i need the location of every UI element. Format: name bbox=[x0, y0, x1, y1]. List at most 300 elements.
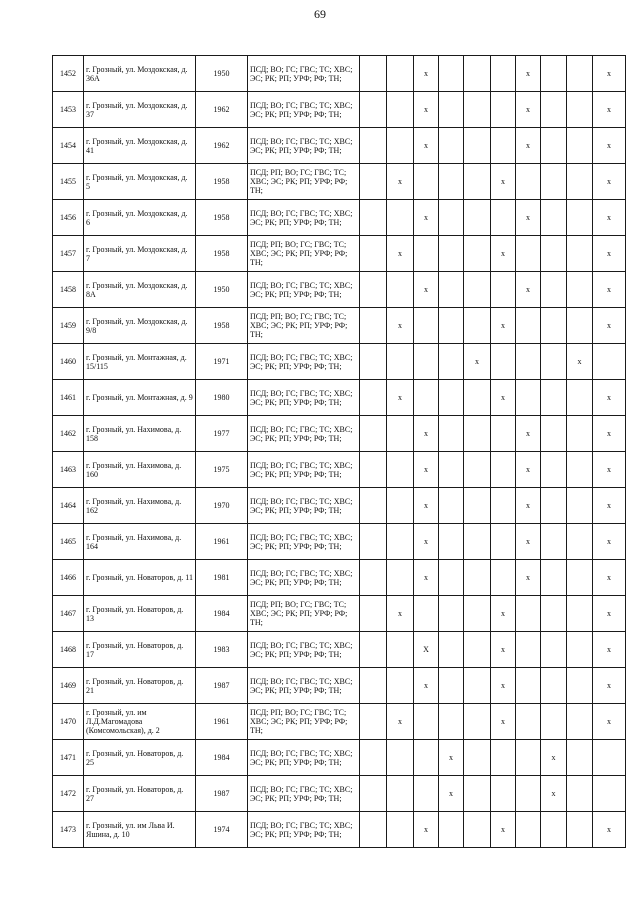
mark-cell bbox=[464, 560, 491, 596]
mark-cell bbox=[464, 236, 491, 272]
mark-cell bbox=[567, 308, 593, 344]
mark-cell bbox=[516, 236, 541, 272]
systems-cell: ПСД; ВО; ГС; ГВС; ТС; ХВС; ЭС; РК; РП; УРФ; РФ; ТН; bbox=[248, 632, 360, 668]
mark-cell bbox=[387, 632, 414, 668]
mark-cell: x bbox=[414, 128, 439, 164]
mark-cell: x bbox=[491, 596, 516, 632]
mark-cell bbox=[541, 452, 567, 488]
mark-cell: x bbox=[593, 380, 626, 416]
mark-cell bbox=[360, 56, 387, 92]
mark-cell bbox=[516, 164, 541, 200]
table-row bbox=[53, 272, 626, 308]
table-row bbox=[53, 236, 626, 272]
mark-cell bbox=[439, 128, 464, 164]
mark-cell bbox=[360, 200, 387, 236]
mark-cell: x bbox=[414, 488, 439, 524]
mark-cell bbox=[491, 560, 516, 596]
year-cell: 1961 bbox=[196, 524, 248, 560]
mark-cell: x bbox=[387, 308, 414, 344]
page-number: 69 bbox=[314, 7, 326, 21]
table-body bbox=[53, 56, 626, 848]
mark-cell bbox=[516, 344, 541, 380]
mark-cell: x bbox=[593, 812, 626, 848]
mark-cell: x bbox=[593, 488, 626, 524]
mark-cell: x bbox=[414, 272, 439, 308]
mark-cell: x bbox=[414, 524, 439, 560]
address-cell: г. Грозный, ул. Моздокская, д. 5 bbox=[84, 164, 196, 200]
mark-cell bbox=[491, 344, 516, 380]
mark-cell bbox=[541, 92, 567, 128]
mark-cell bbox=[567, 56, 593, 92]
systems-cell: ПСД; ВО; ГС; ГВС; ТС; ХВС; ЭС; РК; РП; УРФ; РФ; ТН; bbox=[248, 416, 360, 452]
mark-cell: x bbox=[414, 560, 439, 596]
year-cell: 1981 bbox=[196, 560, 248, 596]
mark-cell bbox=[464, 164, 491, 200]
mark-cell bbox=[464, 776, 491, 812]
mark-cell bbox=[414, 776, 439, 812]
year-cell: 1971 bbox=[196, 344, 248, 380]
mark-cell bbox=[360, 92, 387, 128]
mark-cell bbox=[439, 560, 464, 596]
mark-cell bbox=[464, 632, 491, 668]
mark-cell bbox=[567, 740, 593, 776]
mark-cell bbox=[464, 380, 491, 416]
mark-cell bbox=[439, 416, 464, 452]
year-cell: 1987 bbox=[196, 668, 248, 704]
systems-cell: ПСД; ВО; ГС; ГВС; ТС; ХВС; ЭС; РК; РП; УРФ; РФ; ТН; bbox=[248, 56, 360, 92]
mark-cell bbox=[567, 92, 593, 128]
row-number: 1452 bbox=[53, 56, 84, 92]
mark-cell bbox=[439, 164, 464, 200]
mark-cell: x bbox=[516, 200, 541, 236]
address-cell: г. Грозный, ул. Новаторов, д. 27 bbox=[84, 776, 196, 812]
table-row bbox=[53, 92, 626, 128]
mark-cell: x bbox=[593, 128, 626, 164]
mark-cell bbox=[439, 236, 464, 272]
year-cell: 1984 bbox=[196, 596, 248, 632]
mark-cell: x bbox=[414, 56, 439, 92]
mark-cell bbox=[387, 416, 414, 452]
systems-cell: ПСД; ВО; ГС; ГВС; ТС; ХВС; ЭС; РК; РП; УРФ; РФ; ТН; bbox=[248, 200, 360, 236]
year-cell: 1961 bbox=[196, 704, 248, 740]
mark-cell bbox=[464, 416, 491, 452]
mark-cell bbox=[567, 596, 593, 632]
mark-cell bbox=[593, 740, 626, 776]
mark-cell bbox=[491, 200, 516, 236]
table-row bbox=[53, 704, 626, 740]
mark-cell bbox=[439, 200, 464, 236]
address-cell: г. Грозный, ул. им Л.Д.Магомадова (Комсомольская), д. 2 bbox=[84, 704, 196, 740]
mark-cell bbox=[464, 704, 491, 740]
address-cell: г. Грозный, ул. Моздокская, д. 41 bbox=[84, 128, 196, 164]
mark-cell bbox=[541, 380, 567, 416]
systems-cell: ПСД; РП; ВО; ГС; ГВС; ТС; ХВС; ЭС; РК; РП; УРФ; РФ; ТН; bbox=[248, 704, 360, 740]
address-cell: г. Грозный, ул. Моздокская, д. 9/8 bbox=[84, 308, 196, 344]
mark-cell: x bbox=[387, 596, 414, 632]
mark-cell: x bbox=[593, 560, 626, 596]
systems-cell: ПСД; РП; ВО; ГС; ГВС; ТС; ХВС; ЭС; РК; РП; УРФ; РФ; ТН; bbox=[248, 164, 360, 200]
row-number: 1455 bbox=[53, 164, 84, 200]
mark-cell bbox=[439, 596, 464, 632]
mark-cell bbox=[541, 596, 567, 632]
mark-cell bbox=[439, 56, 464, 92]
mark-cell bbox=[387, 344, 414, 380]
mark-cell: x bbox=[491, 236, 516, 272]
mark-cell: x bbox=[516, 524, 541, 560]
mark-cell bbox=[516, 704, 541, 740]
mark-cell: x bbox=[387, 704, 414, 740]
mark-cell bbox=[387, 272, 414, 308]
mark-cell bbox=[491, 524, 516, 560]
mark-cell bbox=[541, 236, 567, 272]
mark-cell: x bbox=[593, 200, 626, 236]
mark-cell bbox=[567, 164, 593, 200]
mark-cell bbox=[464, 740, 491, 776]
mark-cell bbox=[439, 488, 464, 524]
row-number: 1459 bbox=[53, 308, 84, 344]
mark-cell: x bbox=[414, 416, 439, 452]
year-cell: 1987 bbox=[196, 776, 248, 812]
year-cell: 1974 bbox=[196, 812, 248, 848]
systems-cell: ПСД; ВО; ГС; ГВС; ТС; ХВС; ЭС; РК; РП; УРФ; РФ; ТН; bbox=[248, 560, 360, 596]
mark-cell: x bbox=[593, 308, 626, 344]
mark-cell bbox=[414, 380, 439, 416]
mark-cell bbox=[439, 704, 464, 740]
mark-cell bbox=[360, 776, 387, 812]
mark-cell bbox=[387, 200, 414, 236]
mark-cell bbox=[464, 128, 491, 164]
mark-cell bbox=[360, 488, 387, 524]
mark-cell: x bbox=[516, 92, 541, 128]
address-cell: г. Грозный, ул. Новаторов, д. 21 bbox=[84, 668, 196, 704]
mark-cell bbox=[541, 416, 567, 452]
table-row bbox=[53, 344, 626, 380]
mark-cell: x bbox=[414, 452, 439, 488]
mark-cell bbox=[439, 812, 464, 848]
year-cell: 1970 bbox=[196, 488, 248, 524]
address-cell: г. Грозный, ул. Моздокская, д. 7 bbox=[84, 236, 196, 272]
address-cell: г. Грозный, ул. Монтажная, д. 15/115 bbox=[84, 344, 196, 380]
mark-cell bbox=[439, 380, 464, 416]
mark-cell bbox=[541, 128, 567, 164]
mark-cell: x bbox=[414, 812, 439, 848]
mark-cell bbox=[464, 524, 491, 560]
mark-cell: x bbox=[414, 92, 439, 128]
mark-cell bbox=[387, 56, 414, 92]
mark-cell bbox=[491, 488, 516, 524]
systems-cell: ПСД; ВО; ГС; ГВС; ТС; ХВС; ЭС; РК; РП; УРФ; РФ; ТН; bbox=[248, 524, 360, 560]
year-cell: 1950 bbox=[196, 272, 248, 308]
year-cell: 1977 bbox=[196, 416, 248, 452]
address-cell: г. Грозный, ул. Моздокская, д. 8А bbox=[84, 272, 196, 308]
mark-cell bbox=[464, 56, 491, 92]
table-row bbox=[53, 776, 626, 812]
mark-cell bbox=[360, 524, 387, 560]
mark-cell bbox=[516, 596, 541, 632]
mark-cell: x bbox=[593, 668, 626, 704]
systems-cell: ПСД; ВО; ГС; ГВС; ТС; ХВС; ЭС; РК; РП; УРФ; РФ; ТН; bbox=[248, 488, 360, 524]
year-cell: 1975 bbox=[196, 452, 248, 488]
year-cell: 1980 bbox=[196, 380, 248, 416]
mark-cell bbox=[464, 596, 491, 632]
address-cell: г. Грозный, ул. Моздокская, д. 37 bbox=[84, 92, 196, 128]
mark-cell: x bbox=[516, 560, 541, 596]
year-cell: 1950 bbox=[196, 56, 248, 92]
table-row bbox=[53, 596, 626, 632]
systems-cell: ПСД; ВО; ГС; ГВС; ТС; ХВС; ЭС; РК; РП; УРФ; РФ; ТН; bbox=[248, 740, 360, 776]
systems-cell: ПСД; РП; ВО; ГС; ГВС; ТС; ХВС; ЭС; РК; РП; УРФ; РФ; ТН; bbox=[248, 596, 360, 632]
mark-cell bbox=[439, 344, 464, 380]
mark-cell bbox=[567, 452, 593, 488]
mark-cell: x bbox=[593, 272, 626, 308]
mark-cell bbox=[387, 92, 414, 128]
mark-cell bbox=[567, 200, 593, 236]
mark-cell bbox=[414, 344, 439, 380]
mark-cell bbox=[541, 812, 567, 848]
mark-cell bbox=[387, 776, 414, 812]
mark-cell bbox=[516, 632, 541, 668]
mark-cell bbox=[516, 740, 541, 776]
mark-cell: x bbox=[464, 344, 491, 380]
mark-cell bbox=[387, 740, 414, 776]
mark-cell: x bbox=[491, 632, 516, 668]
mark-cell: x bbox=[541, 776, 567, 812]
table-row bbox=[53, 380, 626, 416]
row-number: 1473 bbox=[53, 812, 84, 848]
mark-cell bbox=[464, 272, 491, 308]
mark-cell bbox=[567, 812, 593, 848]
systems-cell: ПСД; ВО; ГС; ГВС; ТС; ХВС; ЭС; РК; РП; УРФ; РФ; ТН; bbox=[248, 452, 360, 488]
row-number: 1461 bbox=[53, 380, 84, 416]
address-cell: г. Грозный, ул. Нахимова, д. 164 bbox=[84, 524, 196, 560]
row-number: 1468 bbox=[53, 632, 84, 668]
systems-cell: ПСД; ВО; ГС; ГВС; ТС; ХВС; ЭС; РК; РП; УРФ; РФ; ТН; bbox=[248, 812, 360, 848]
row-number: 1456 bbox=[53, 200, 84, 236]
mark-cell bbox=[387, 488, 414, 524]
mark-cell bbox=[567, 272, 593, 308]
mark-cell bbox=[491, 416, 516, 452]
year-cell: 1958 bbox=[196, 308, 248, 344]
systems-cell: ПСД; РП; ВО; ГС; ГВС; ТС; ХВС; ЭС; РК; РП; УРФ; РФ; ТН; bbox=[248, 308, 360, 344]
mark-cell bbox=[567, 704, 593, 740]
mark-cell bbox=[516, 308, 541, 344]
mark-cell bbox=[491, 128, 516, 164]
mark-cell bbox=[387, 560, 414, 596]
mark-cell: x bbox=[491, 668, 516, 704]
mark-cell: x bbox=[567, 344, 593, 380]
mark-cell bbox=[439, 524, 464, 560]
mark-cell bbox=[464, 488, 491, 524]
mark-cell: x bbox=[516, 272, 541, 308]
table-row bbox=[53, 128, 626, 164]
mark-cell bbox=[516, 380, 541, 416]
row-number: 1469 bbox=[53, 668, 84, 704]
row-number: 1472 bbox=[53, 776, 84, 812]
mark-cell bbox=[439, 92, 464, 128]
mark-cell: x bbox=[491, 308, 516, 344]
mark-cell: x bbox=[516, 128, 541, 164]
mark-cell bbox=[414, 596, 439, 632]
year-cell: 1958 bbox=[196, 236, 248, 272]
mark-cell: x bbox=[541, 740, 567, 776]
mark-cell bbox=[541, 56, 567, 92]
row-number: 1460 bbox=[53, 344, 84, 380]
mark-cell bbox=[491, 776, 516, 812]
mark-cell bbox=[414, 164, 439, 200]
mark-cell: X bbox=[414, 632, 439, 668]
mark-cell bbox=[360, 236, 387, 272]
mark-cell: x bbox=[491, 812, 516, 848]
mark-cell bbox=[464, 92, 491, 128]
table-row bbox=[53, 632, 626, 668]
mark-cell bbox=[360, 668, 387, 704]
mark-cell bbox=[464, 452, 491, 488]
mark-cell: x bbox=[491, 380, 516, 416]
row-number: 1462 bbox=[53, 416, 84, 452]
mark-cell: x bbox=[593, 704, 626, 740]
mark-cell bbox=[541, 344, 567, 380]
row-number: 1465 bbox=[53, 524, 84, 560]
mark-cell bbox=[360, 128, 387, 164]
mark-cell bbox=[439, 308, 464, 344]
row-number: 1458 bbox=[53, 272, 84, 308]
table-row bbox=[53, 452, 626, 488]
mark-cell bbox=[360, 812, 387, 848]
mark-cell: x bbox=[387, 380, 414, 416]
mark-cell: x bbox=[491, 164, 516, 200]
mark-cell bbox=[387, 812, 414, 848]
mark-cell: x bbox=[387, 236, 414, 272]
mark-cell bbox=[360, 380, 387, 416]
mark-cell bbox=[593, 344, 626, 380]
address-cell: г. Грозный, ул. Новаторов, д. 17 bbox=[84, 632, 196, 668]
mark-cell bbox=[360, 308, 387, 344]
mark-cell bbox=[541, 200, 567, 236]
mark-cell bbox=[439, 452, 464, 488]
table-row bbox=[53, 740, 626, 776]
year-cell: 1984 bbox=[196, 740, 248, 776]
address-cell: г. Грозный, ул. Нахимова, д. 162 bbox=[84, 488, 196, 524]
mark-cell bbox=[360, 164, 387, 200]
mark-cell: x bbox=[593, 452, 626, 488]
mark-cell bbox=[491, 740, 516, 776]
mark-cell bbox=[414, 308, 439, 344]
mark-cell: x bbox=[593, 56, 626, 92]
table-row bbox=[53, 416, 626, 452]
mark-cell: x bbox=[439, 776, 464, 812]
mark-cell: x bbox=[516, 452, 541, 488]
table-row bbox=[53, 488, 626, 524]
mark-cell bbox=[567, 236, 593, 272]
systems-cell: ПСД; ВО; ГС; ГВС; ТС; ХВС; ЭС; РК; РП; УРФ; РФ; ТН; bbox=[248, 776, 360, 812]
mark-cell bbox=[567, 380, 593, 416]
mark-cell bbox=[414, 236, 439, 272]
table-row bbox=[53, 812, 626, 848]
mark-cell: x bbox=[387, 164, 414, 200]
mark-cell bbox=[387, 524, 414, 560]
mark-cell bbox=[439, 272, 464, 308]
row-number: 1464 bbox=[53, 488, 84, 524]
year-cell: 1983 bbox=[196, 632, 248, 668]
table-row bbox=[53, 308, 626, 344]
mark-cell bbox=[491, 56, 516, 92]
mark-cell bbox=[360, 740, 387, 776]
mark-cell bbox=[541, 164, 567, 200]
mark-cell bbox=[567, 632, 593, 668]
mark-cell bbox=[516, 668, 541, 704]
mark-cell bbox=[491, 452, 516, 488]
row-number: 1463 bbox=[53, 452, 84, 488]
mark-cell bbox=[541, 668, 567, 704]
address-cell: г. Грозный, ул. Монтажная, д. 9 bbox=[84, 380, 196, 416]
mark-cell bbox=[414, 704, 439, 740]
year-cell: 1958 bbox=[196, 164, 248, 200]
systems-cell: ПСД; РП; ВО; ГС; ГВС; ТС; ХВС; ЭС; РК; РП; УРФ; РФ; ТН; bbox=[248, 236, 360, 272]
mark-cell bbox=[491, 92, 516, 128]
systems-cell: ПСД; ВО; ГС; ГВС; ТС; ХВС; ЭС; РК; РП; УРФ; РФ; ТН; bbox=[248, 380, 360, 416]
mark-cell bbox=[567, 776, 593, 812]
mark-cell: x bbox=[516, 416, 541, 452]
mark-cell bbox=[439, 668, 464, 704]
mark-cell bbox=[360, 704, 387, 740]
mark-cell bbox=[360, 344, 387, 380]
mark-cell bbox=[541, 704, 567, 740]
mark-cell bbox=[360, 272, 387, 308]
mark-cell bbox=[387, 128, 414, 164]
mark-cell bbox=[387, 668, 414, 704]
row-number: 1453 bbox=[53, 92, 84, 128]
mark-cell bbox=[360, 416, 387, 452]
mark-cell bbox=[541, 560, 567, 596]
mark-cell: x bbox=[593, 92, 626, 128]
systems-cell: ПСД; ВО; ГС; ГВС; ТС; ХВС; ЭС; РК; РП; УРФ; РФ; ТН; bbox=[248, 128, 360, 164]
address-cell: г. Грозный, ул. Нахимова, д. 160 bbox=[84, 452, 196, 488]
mark-cell bbox=[567, 560, 593, 596]
mark-cell bbox=[541, 632, 567, 668]
mark-cell: x bbox=[593, 416, 626, 452]
systems-cell: ПСД; ВО; ГС; ГВС; ТС; ХВС; ЭС; РК; РП; УРФ; РФ; ТН; bbox=[248, 92, 360, 128]
row-number: 1454 bbox=[53, 128, 84, 164]
row-number: 1457 bbox=[53, 236, 84, 272]
table-row bbox=[53, 56, 626, 92]
systems-cell: ПСД; ВО; ГС; ГВС; ТС; ХВС; ЭС; РК; РП; УРФ; РФ; ТН; bbox=[248, 344, 360, 380]
year-cell: 1962 bbox=[196, 92, 248, 128]
table-row bbox=[53, 668, 626, 704]
table-row bbox=[53, 524, 626, 560]
mark-cell bbox=[567, 128, 593, 164]
mark-cell: x bbox=[593, 236, 626, 272]
mark-cell bbox=[387, 452, 414, 488]
mark-cell bbox=[439, 632, 464, 668]
mark-cell bbox=[360, 560, 387, 596]
mark-cell bbox=[516, 812, 541, 848]
table-row bbox=[53, 200, 626, 236]
mark-cell: x bbox=[414, 668, 439, 704]
mark-cell bbox=[360, 452, 387, 488]
address-cell: г. Грозный, ул. Новаторов, д. 13 bbox=[84, 596, 196, 632]
mark-cell bbox=[541, 488, 567, 524]
mark-cell bbox=[414, 740, 439, 776]
year-cell: 1962 bbox=[196, 128, 248, 164]
row-number: 1471 bbox=[53, 740, 84, 776]
mark-cell bbox=[593, 776, 626, 812]
mark-cell bbox=[541, 308, 567, 344]
housing-table bbox=[52, 55, 626, 848]
table-row bbox=[53, 164, 626, 200]
address-cell: г. Грозный, ул. им Льва И. Яшина, д. 10 bbox=[84, 812, 196, 848]
systems-cell: ПСД; ВО; ГС; ГВС; ТС; ХВС; ЭС; РК; РП; УРФ; РФ; ТН; bbox=[248, 668, 360, 704]
mark-cell bbox=[464, 308, 491, 344]
